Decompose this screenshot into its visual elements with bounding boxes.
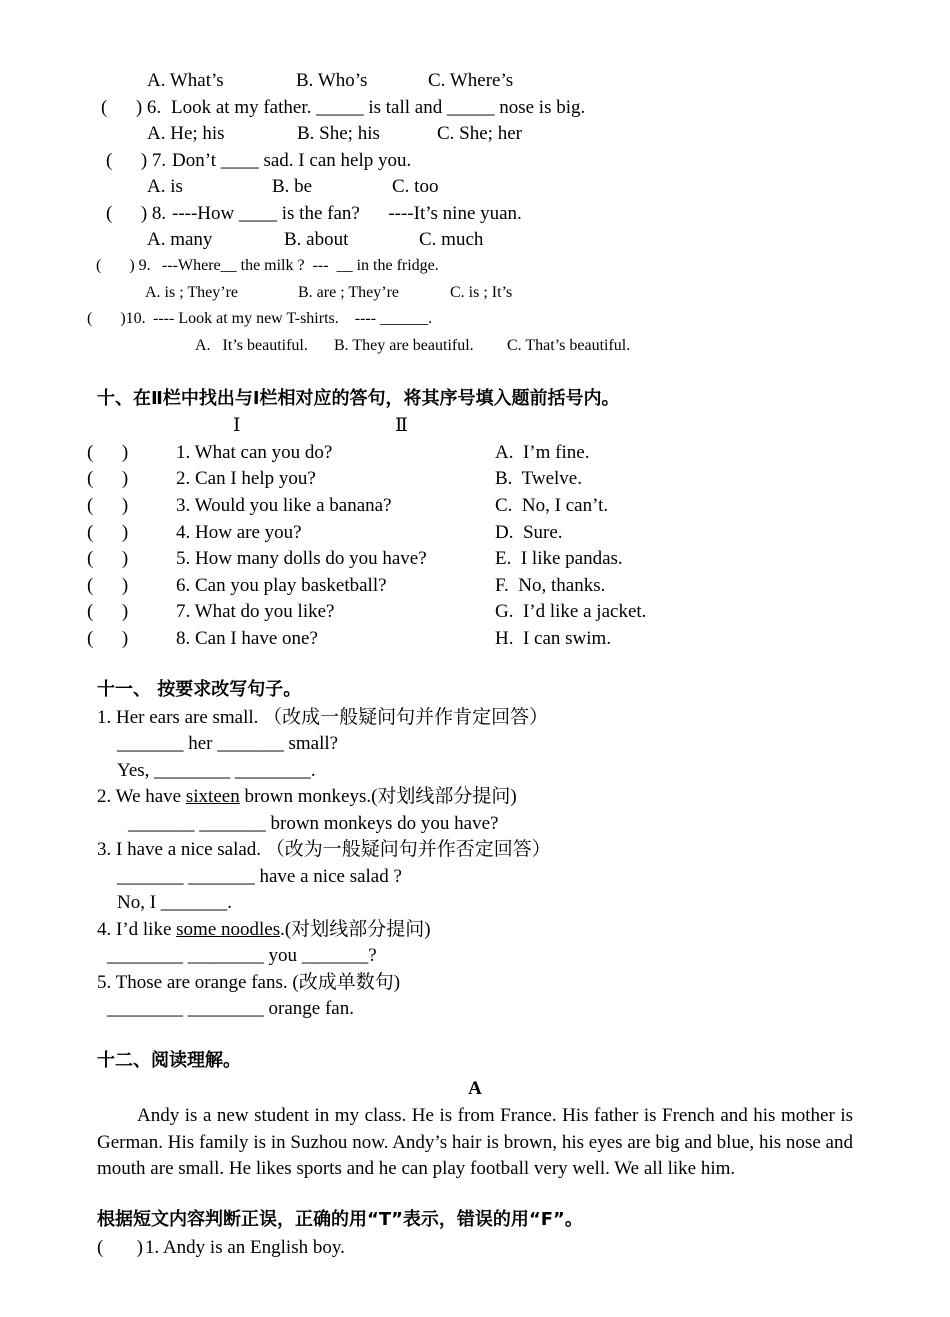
matching-answer: A. I’m fine. [495,442,590,463]
rewrite-answer-line[interactable]: _______ _______ have a nice salad ? [117,866,402,887]
rewrite-item-1: 1. Her ears are small. （改成一般疑问句并作肯定回答） [97,707,549,728]
matching-question: 4. How are you? [176,522,302,543]
column-2-header: Ⅱ [395,415,408,436]
matching-answer: G. I’d like a jacket. [495,601,647,622]
q6-text: Look at my father. _____ is tall and _____ nose is big. [171,97,586,118]
rewrite-answer-line[interactable]: _______ her _______ small? [117,733,339,754]
q5-option-a: A. What’s [147,70,224,91]
q6-option-a: A. He; his [147,123,225,144]
answer-bracket[interactable]: ( ) [87,468,129,489]
q7-option-c: C. too [392,176,439,197]
q8-option-a: A. many [147,229,213,250]
rewrite-item-5: 5. Those are orange fans. (改成单数句) [97,972,401,993]
q10-option-b: B. They are beautiful. [334,337,474,354]
q10-number: ( )10. [87,310,146,327]
matching-answer: D. Sure. [495,522,563,543]
matching-question: 3. Would you like a banana? [176,495,392,516]
rewrite-item-3: 3. I have a nice salad. （改为一般疑问句并作否定回答） [97,839,551,860]
q8-option-b: B. about [284,229,349,250]
rewrite-item-2-pre: 2. We have [97,786,186,807]
section10-title: 十、在Ⅱ栏中找出与Ⅰ栏相对应的答句，将其序号填入题前括号内。 [97,388,620,409]
answer-bracket[interactable]: ( ) [87,575,129,596]
q7-option-a: A. is [147,176,183,197]
q9-option-b: B. are ; They’re [298,284,399,301]
rewrite-answer-line[interactable]: No, I _______. [117,892,233,913]
matching-question: 8. Can I have one? [176,628,318,649]
underlined-phrase: some noodles [176,919,281,940]
rewrite-item-2 [97,786,517,808]
matching-question: 5. How many dolls do you have? [176,548,427,569]
tf-statement: 1. Andy is an English boy. [145,1237,345,1258]
q8-number: ( ) 8. [106,203,167,224]
q5-option-b: B. Who’s [296,70,368,91]
matching-answer: F. No, thanks. [495,575,606,596]
answer-bracket[interactable]: ( ) [87,628,129,649]
answer-bracket[interactable]: ( ) [87,601,129,622]
q7-option-b: B. be [272,176,313,197]
q5-option-c: C. Where’s [428,70,514,91]
matching-question: 2. Can I help you? [176,468,316,489]
q6-number: ( ) 6. [101,97,162,118]
answer-bracket[interactable]: ( ) [87,442,129,463]
rewrite-answer-line[interactable]: Yes, ________ ________. [117,760,316,781]
rewrite-answer-line[interactable]: ________ ________ you _______? [107,945,377,966]
tf-answer-bracket[interactable]: ( ) [97,1237,143,1258]
rewrite-item-2-post: brown monkeys.(对划线部分提问) [239,786,517,807]
matching-answer: E. I like pandas. [495,548,623,569]
matching-question: 1. What can you do? [176,442,333,463]
matching-question: 6. Can you play basketball? [176,575,387,596]
q9-number: ( ) 9. [96,257,151,274]
q7-number: ( ) 7. [106,150,167,171]
q9-option-a: A. is ; They’re [145,284,239,301]
answer-bracket[interactable]: ( ) [87,522,129,543]
q9-text: ---Where__ the milk ? --- __ in the fridge. [162,257,439,274]
rewrite-item-4-post: .(对划线部分提问) [280,919,431,940]
rewrite-item-4 [97,919,431,941]
q10-text: ---- Look at my new T-shirts. ---- ______. [153,310,433,327]
matching-answer: B. Twelve. [495,468,582,489]
rewrite-answer-line[interactable]: _______ _______ brown monkeys do you have? [128,813,499,834]
answer-bracket[interactable]: ( ) [87,548,129,569]
q6-option-b: B. She; his [297,123,380,144]
q9-option-c: C. is ; It’s [450,284,513,301]
matching-question: 7. What do you like? [176,601,335,622]
section11-title: 十一、 按要求改写句子。 [97,679,302,700]
rewrite-answer-line[interactable]: ________ ________ orange fan. [107,998,354,1019]
answer-bracket[interactable]: ( ) [87,495,129,516]
underlined-word: sixteen [185,786,240,807]
tf-instruction: 根据短文内容判断正误，正确的用“T”表示，错误的用“F”。 [97,1209,583,1230]
reading-passage: Andy is a new student in my class. He is from France. His father is French and his mother is German. His family is in Suzhou now. Andy’s hair is brown, his eyes are big and blue, his nose and mouth are small. He likes sports and he can play football very well. We all like him. [97,1105,853,1179]
q8-text: ----How ____ is the fan? ----It’s nine yuan. [172,203,522,224]
rewrite-item-4-pre: 4. I’d like [97,919,177,940]
matching-answer: C. No, I can’t. [495,495,609,516]
q8-option-c: C. much [419,229,484,250]
section12-title: 十二、阅读理解。 [97,1050,241,1071]
q10-option-c: C. That’s beautiful. [507,337,631,354]
q7-text: Don’t ____ sad. I can help you. [172,150,412,171]
q6-option-c: C. She; her [437,123,522,144]
q10-option-a: A. It’s beautiful. [195,337,308,354]
matching-answer: H. I can swim. [495,628,612,649]
column-1-header: Ⅰ [233,415,241,436]
passage-label: A [468,1078,482,1099]
